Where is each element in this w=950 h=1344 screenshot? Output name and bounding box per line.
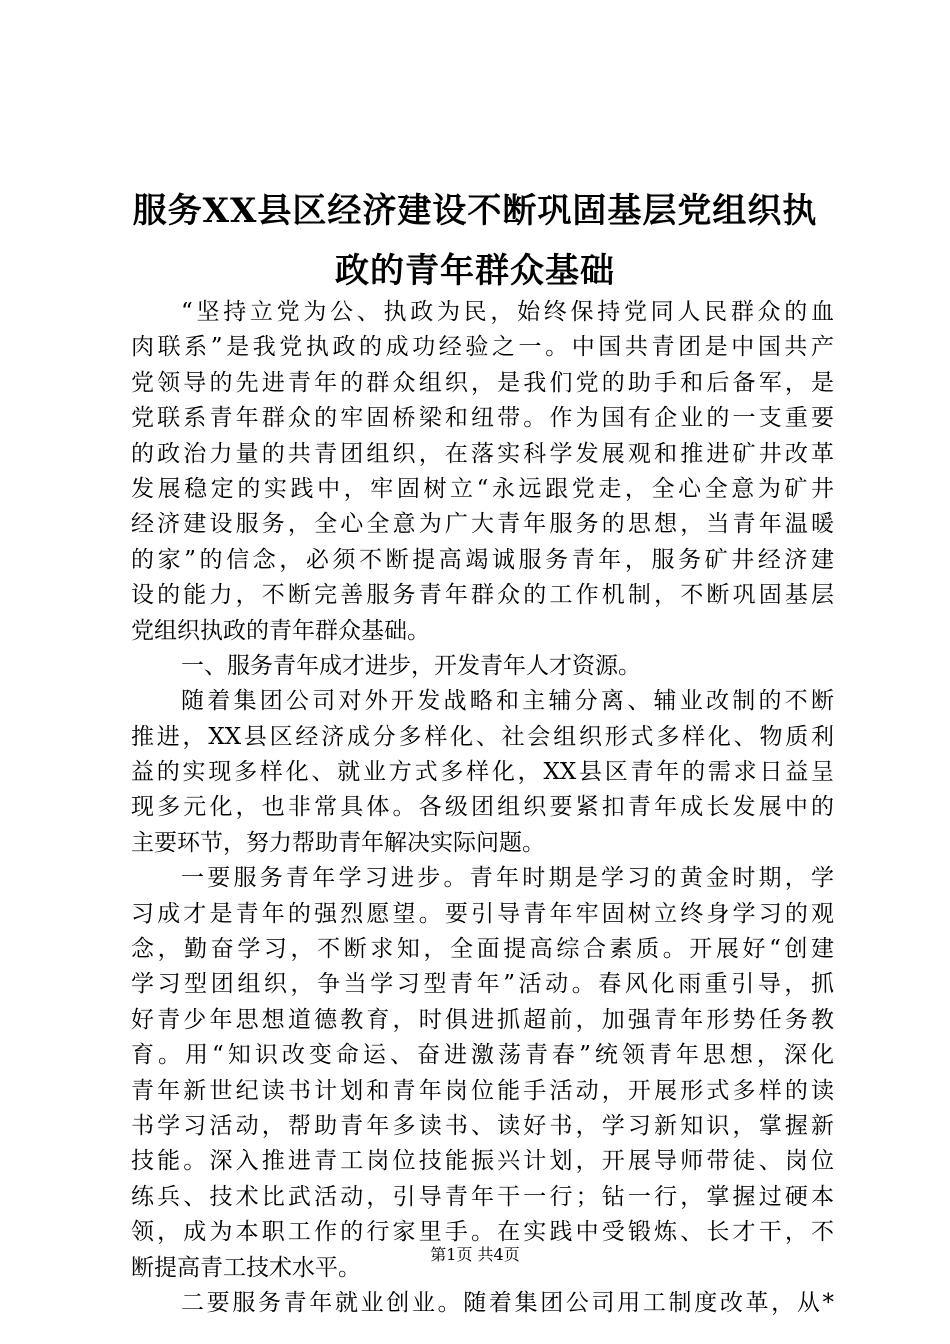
body-line: 主要环节，努力帮助青年解决实际问题。: [131, 829, 545, 856]
body-line: 学习型团组织，争当学习型青年”活动。春风化雨重引导，抓: [131, 971, 834, 998]
body-line: 党联系青年群众的牢固桥梁和纽带。作为国有企业的一支重要: [131, 405, 834, 432]
body-line: 随着集团公司对外开发战略和主辅分离、辅业改制的不断: [181, 688, 834, 715]
body-line: 益的实现多样化、就业方式多样化，XX县区青年的需求日益呈: [131, 759, 834, 786]
body-line: 现多元化，也非常具体。各级团组织要紧扣青年成长发展中的: [131, 794, 834, 821]
body-line: 发展稳定的实践中，牢固树立“永远跟党走，全心全意为矿井: [131, 475, 834, 502]
body-line: 育。用“知识改变命运、奋进激荡青春”统领青年思想，深化: [131, 1042, 834, 1069]
document-body: [131, 295, 834, 1321]
body-line: 技能。深入推进青工岗位技能振兴计划，开展导师带徒、岗位: [131, 1148, 834, 1175]
page-number-footer: 第1页 共4页: [430, 1245, 520, 1264]
body-line: 经济建设服务，全心全意为广大青年服务的思想，当青年温暖: [131, 511, 834, 538]
body-line: 党组织执政的青年群众基础。: [131, 617, 430, 644]
body-line: 领，成为本职工作的行家里手。在实践中受锻炼、长才干，不: [131, 1219, 834, 1246]
body-line: 断提高青工技术水平。: [131, 1254, 361, 1281]
body-line: 练兵、技术比武活动，引导青年干一行；钻一行，掌握过硬本: [131, 1183, 834, 1210]
body-line: 肉联系”是我党执政的成功经验之一。中国共青团是中国共产: [131, 334, 834, 361]
body-line: 推进，XX县区经济成分多样化、社会组织形式多样化、物质利: [131, 723, 834, 750]
body-line: 一要服务青年学习进步。青年时期是学习的黄金时期，学: [181, 865, 834, 892]
body-line: 念，勤奋学习，不断求知，全面提高综合素质。开展好“创建: [131, 936, 834, 963]
body-line: “坚持立党为公、执政为民，始终保持党同人民群众的血: [181, 299, 834, 325]
document-title-line-1: 服务XX县区经济建设不断巩固基层党组织执: [132, 191, 818, 231]
body-line: 书学习活动，帮助青年多读书、读好书，学习新知识，掌握新: [131, 1112, 834, 1139]
document-title-line-2: 政的青年群众基础: [335, 251, 615, 291]
body-line: 设的能力，不断完善服务青年群众的工作机制，不断巩固基层: [131, 582, 834, 609]
body-line: 的政治力量的共青团组织，在落实科学发展观和推进矿井改革: [131, 440, 834, 467]
body-line: 青年新世纪读书计划和青年岗位能手活动，开展形式多样的读: [131, 1077, 834, 1104]
body-line: 党领导的先进青年的群众组织，是我们党的助手和后备军，是: [131, 369, 834, 396]
body-line: 习成才是青年的强烈愿望。要引导青年牢固树立终身学习的观: [131, 900, 834, 927]
body-line: 二要服务青年就业创业。随着集团公司用工制度改革，从*: [181, 1289, 834, 1316]
section-heading: 一、服务青年成才进步，开发青年人才资源。: [181, 652, 641, 679]
body-line: 好青少年思想道德教育，时俱进抓超前，加强青年形势任务教: [131, 1006, 834, 1033]
body-line: 的家”的信念，必须不断提高竭诚服务青年，服务矿井经济建: [131, 546, 834, 573]
